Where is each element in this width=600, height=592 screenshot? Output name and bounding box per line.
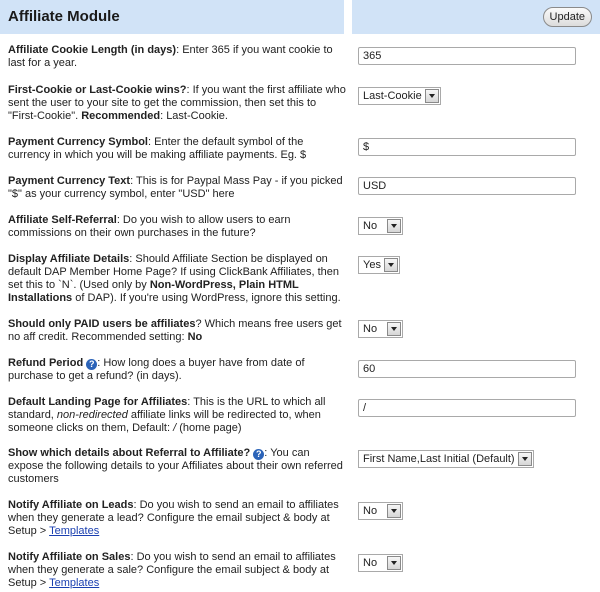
setting-description: Display Affiliate Details: Should Affiliate Section be displayed on default DAP Member Home Page? If using ClickBank Affiliates, then set this to `N`. (Used only by Non-WordPress, Plain HTML Installations of DAP). If you're using WordPress, ignore this setting. bbox=[8, 253, 341, 304]
setting-description: First-Cookie or Last-Cookie wins?: If you want the first affiliate who sent the user to your site to get the commission, then set this to "First-Cookie". Recommended: Last-Cookie. bbox=[8, 84, 346, 122]
setting-description: Notify Affiliate on Sales: Do you wish to send an email to affiliates when they generate a sale? Configure the email subject & body at Setup > Templates bbox=[8, 551, 336, 589]
setting-description: Should only PAID users be affiliates? Which means free users get no aff credit. Recommended setting: No bbox=[8, 318, 342, 343]
page-title: Affiliate Module bbox=[8, 8, 120, 25]
templates-link[interactable]: Templates bbox=[49, 577, 100, 589]
setting-description: Affiliate Cookie Length (in days): Enter 365 if you want cookie to last for a year. bbox=[8, 44, 333, 69]
self-referral-select[interactable]: No bbox=[358, 217, 403, 235]
chevron-down-icon bbox=[387, 219, 401, 233]
currency-symbol-input[interactable] bbox=[358, 138, 576, 156]
help-icon[interactable]: ? bbox=[253, 449, 264, 460]
referral-details-select[interactable]: First Name,Last Initial (Default) bbox=[358, 450, 534, 468]
header-title-panel bbox=[0, 0, 344, 34]
chevron-down-icon bbox=[518, 452, 532, 466]
templates-link[interactable]: Templates bbox=[49, 525, 100, 537]
cookie-length-input[interactable] bbox=[358, 47, 576, 65]
setting-description: Affiliate Self-Referral: Do you wish to allow users to earn commissions on their own purchases in the future? bbox=[8, 214, 291, 239]
setting-description: Default Landing Page for Affiliates: This is the URL to which all standard, non-redirected affiliate links will be redirected to, when someone clicks on them, Default: / (home page) bbox=[8, 396, 326, 434]
display-details-select[interactable]: Yes bbox=[358, 256, 400, 274]
setting-description: Refund Period ? : How long does a buyer have from date of purchase to get a refund? (in days). bbox=[8, 357, 305, 382]
help-icon[interactable]: ? bbox=[86, 359, 97, 370]
notify-leads-select[interactable]: No bbox=[358, 502, 403, 520]
currency-text-input[interactable] bbox=[358, 177, 576, 195]
chevron-down-icon bbox=[384, 258, 398, 272]
notify-sales-select[interactable]: No bbox=[358, 554, 403, 572]
chevron-down-icon bbox=[387, 556, 401, 570]
header-action-panel bbox=[352, 0, 600, 34]
setting-description: Payment Currency Text: This is for Paypal Mass Pay - if you picked "$" as your currency symbol, enter "USD" here bbox=[8, 175, 343, 200]
chevron-down-icon bbox=[425, 89, 439, 103]
setting-description: Payment Currency Symbol: Enter the default symbol of the currency in which you will be making affiliate payments. Eg. $ bbox=[8, 136, 307, 161]
setting-description: Show which details about Referral to Affiliate? ? : You can expose the following details to your Affiliates about their own referred customers bbox=[8, 447, 343, 485]
setting-description: Notify Affiliate on Leads: Do you wish to send an email to affiliates when they generate a lead? Configure the email subject & body at Setup > Templates bbox=[8, 499, 339, 537]
cookie-wins-select[interactable]: Last-Cookie bbox=[358, 87, 441, 105]
landing-page-input[interactable] bbox=[358, 399, 576, 417]
update-button[interactable]: Update bbox=[543, 7, 592, 27]
chevron-down-icon bbox=[387, 322, 401, 336]
refund-period-input[interactable] bbox=[358, 360, 576, 378]
chevron-down-icon bbox=[387, 504, 401, 518]
module-header bbox=[0, 0, 600, 34]
paid-only-select[interactable]: No bbox=[358, 320, 403, 338]
